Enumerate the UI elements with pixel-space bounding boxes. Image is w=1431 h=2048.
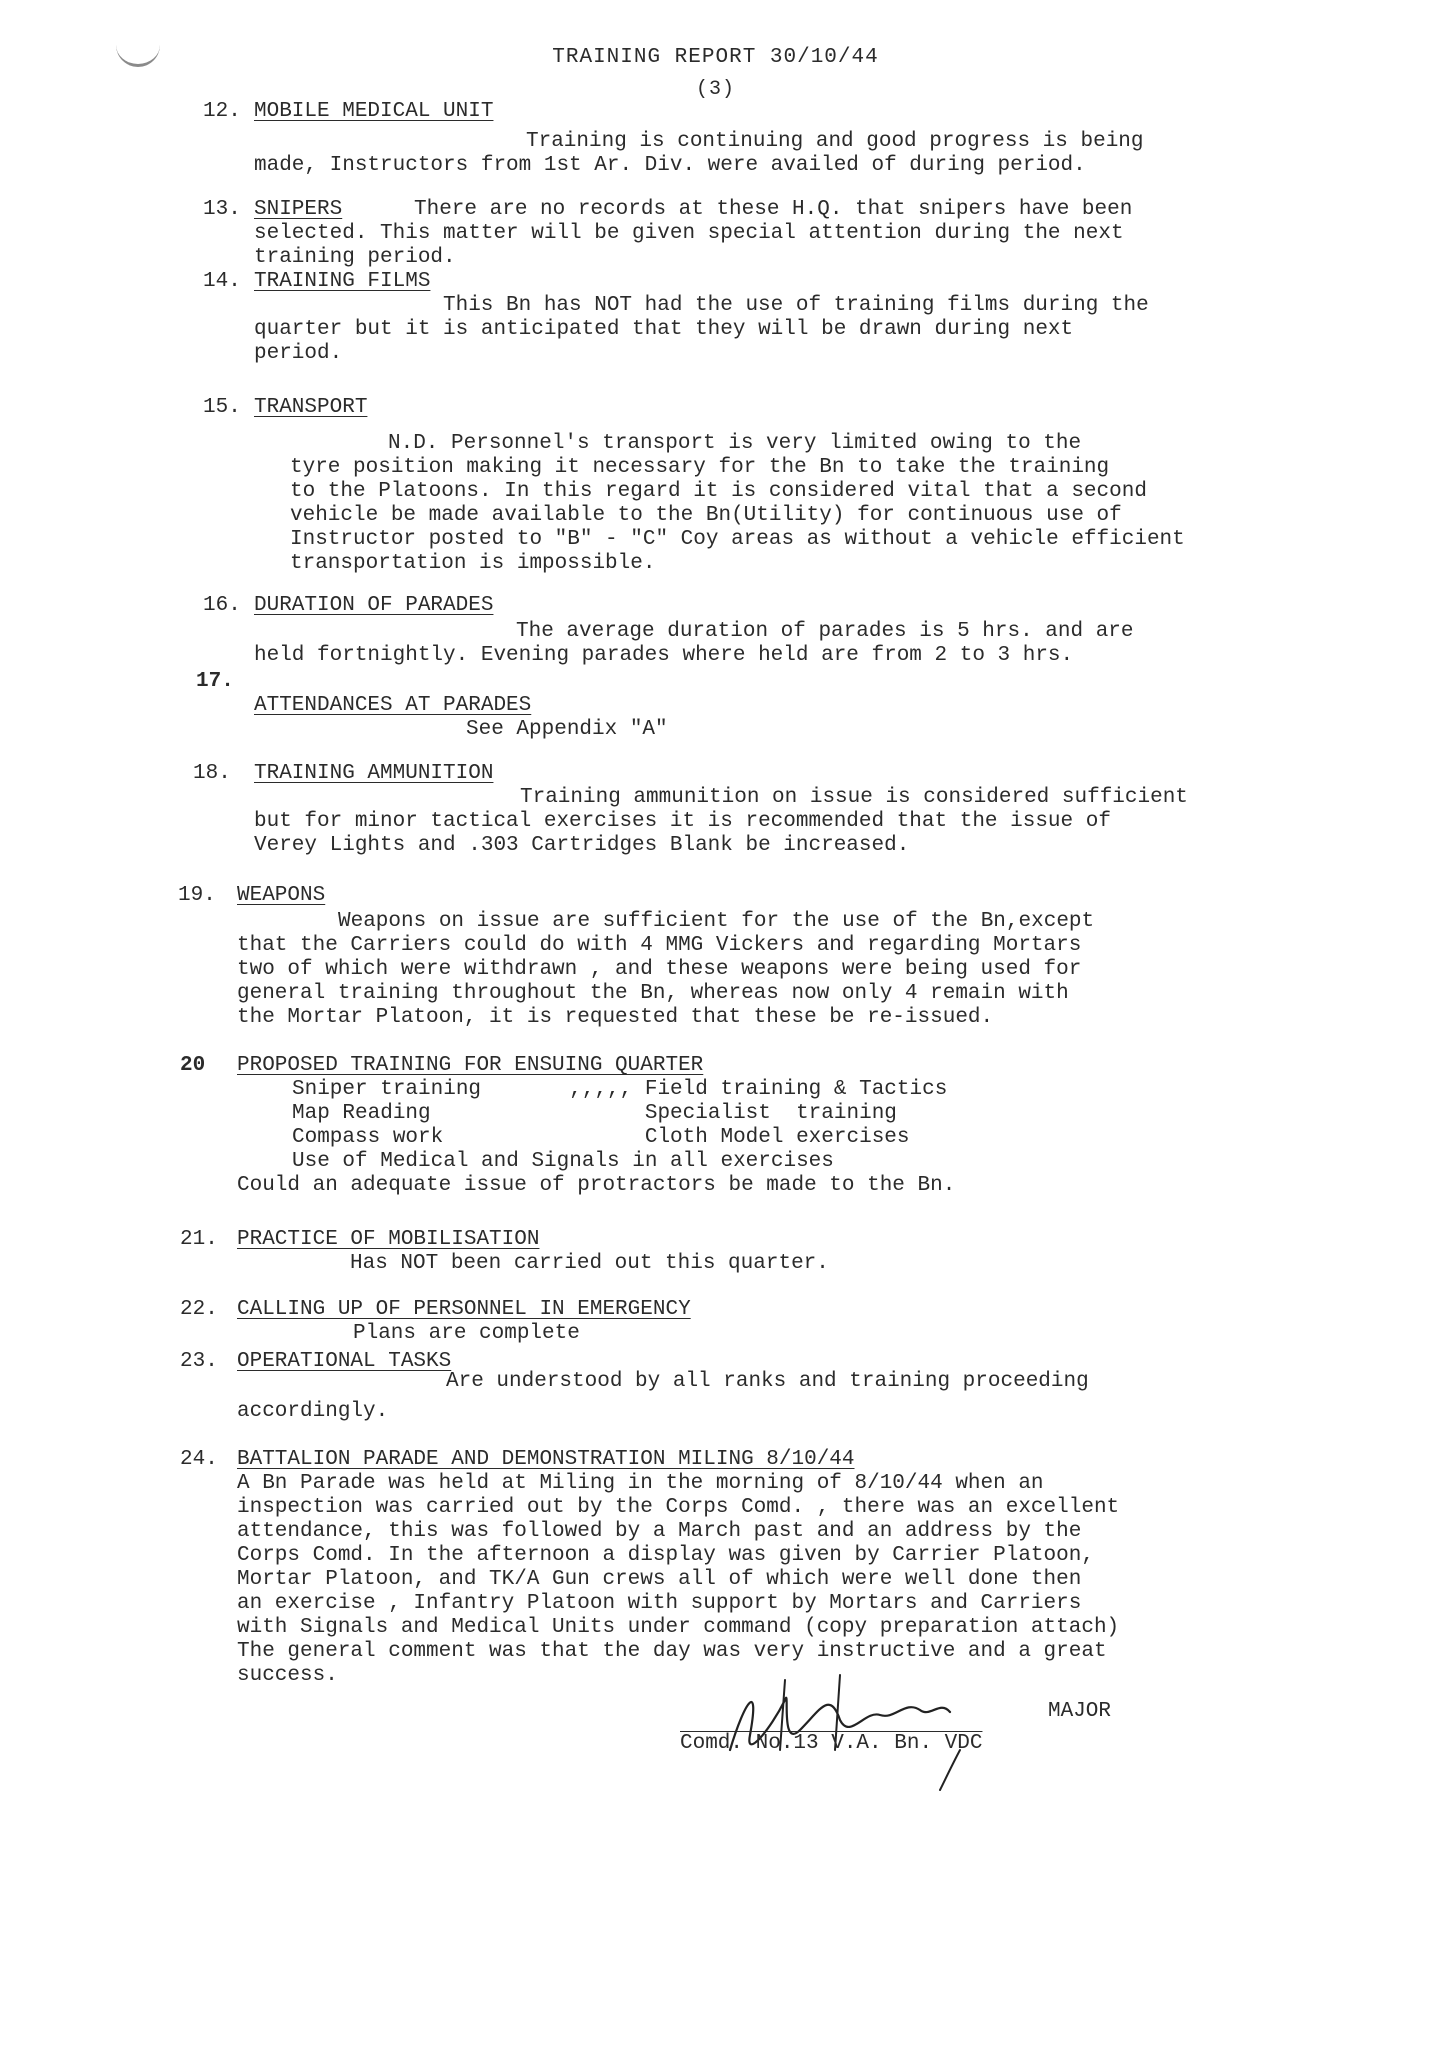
section-line: success. xyxy=(237,1664,338,1687)
section-line: Could an adequate issue of protractors be made to the Bn. xyxy=(237,1174,956,1197)
section-line: selected. This matter will be given special attention during the next xyxy=(254,222,1124,245)
handwritten-signature xyxy=(690,1640,1050,1800)
section-line: general training throughout the Bn, whereas now only 4 remain with xyxy=(237,982,1069,1005)
report-title: TRAINING REPORT 30/10/44 xyxy=(552,46,879,69)
section-heading: OPERATIONAL TASKS xyxy=(237,1350,452,1373)
section-line: with Signals and Medical Units under command (copy preparation attach) xyxy=(237,1616,1120,1639)
section-line: made, Instructors from 1st Ar. Div. were availed of during period. xyxy=(254,154,1086,177)
section-line: This Bn has NOT had the use of training films during the xyxy=(443,294,1149,317)
section-line: Training ammunition on issue is considered sufficient xyxy=(520,786,1188,809)
section-heading: TRAINING FILMS xyxy=(254,270,431,293)
section-line: quarter but it is anticipated that they will be drawn during next xyxy=(254,318,1074,341)
section-line: accordingly. xyxy=(237,1400,389,1423)
section-line: attendance, this was followed by a March past and an address by the xyxy=(237,1520,1082,1543)
section-number: 13. xyxy=(203,198,241,221)
section-line: Verey Lights and .303 Cartridges Blank be increased. xyxy=(254,834,910,857)
section-line: the Mortar Platoon, it is requested that these be re-issued. xyxy=(237,1006,994,1029)
section-line: two of which were withdrawn , and these weapons were being used for xyxy=(237,958,1082,981)
section-heading: DURATION OF PARADES xyxy=(254,594,494,617)
section-line: transportation is impossible. xyxy=(290,552,656,575)
section-line: Plans are complete xyxy=(353,1322,580,1345)
section-heading: MOBILE MEDICAL UNIT xyxy=(254,100,494,123)
section-number: 15. xyxy=(203,396,241,419)
section-line: The general comment was that the day was very instructive and a great xyxy=(237,1640,1107,1663)
section-number: 19. xyxy=(178,884,216,907)
section-number: 22. xyxy=(180,1298,218,1321)
section-heading: ATTENDANCES AT PARADES xyxy=(254,694,532,717)
section-number: 20 xyxy=(180,1054,206,1077)
section-line: See Appendix "A" xyxy=(466,718,668,741)
section-heading: CALLING UP OF PERSONNEL IN EMERGENCY xyxy=(237,1298,691,1321)
section-line: The average duration of parades is 5 hrs. and are xyxy=(516,620,1134,643)
section-line: Instructor posted to "B" - "C" Coy areas as without a vehicle efficient xyxy=(290,528,1185,551)
section-line: to the Platoons. In this regard it is considered vital that a second xyxy=(290,480,1147,503)
section-line: period. xyxy=(254,342,343,365)
section-line: There are no records at these H.Q. that snipers have been xyxy=(414,198,1133,221)
section-line: Weapons on issue are sufficient for the use of the Bn,except xyxy=(338,910,1095,933)
section-number: 16. xyxy=(203,594,241,617)
section-line: inspection was carried out by the Corps Comd. , there was an excellent xyxy=(237,1496,1120,1519)
section-line: Sniper training ,,,,, Field training & Tactics xyxy=(292,1078,948,1101)
section-heading: PRACTICE OF MOBILISATION xyxy=(237,1228,540,1251)
section-line: an exercise , Infantry Platoon with support by Mortars and Carriers xyxy=(237,1592,1082,1615)
section-line: tyre position making it necessary for the Bn to take the training xyxy=(290,456,1110,479)
section-number: 24. xyxy=(180,1448,218,1471)
section-line: Use of Medical and Signals in all exercises xyxy=(292,1150,834,1173)
section-line: Mortar Platoon, and TK/A Gun crews all of which were well done then xyxy=(237,1568,1082,1591)
section-line: A Bn Parade was held at Miling in the morning of 8/10/44 when an xyxy=(237,1472,1044,1495)
section-line: that the Carriers could do with 4 MMG Vickers and regarding Mortars xyxy=(237,934,1082,957)
section-number: 12. xyxy=(203,100,241,123)
section-number: 21. xyxy=(180,1228,218,1251)
signatory-rank: MAJOR xyxy=(1048,1700,1112,1723)
section-line: N.D. Personnel's transport is very limited owing to the xyxy=(388,432,1082,455)
section-line: Are understood by all ranks and training proceeding xyxy=(446,1370,1089,1393)
section-line: Has NOT been carried out this quarter. xyxy=(350,1252,829,1275)
section-heading: TRAINING AMMUNITION xyxy=(254,762,494,785)
section-heading: WEAPONS xyxy=(237,884,326,907)
section-line: Map Reading Specialist training xyxy=(292,1102,897,1125)
section-line: but for minor tactical exercises it is recommended that the issue of xyxy=(254,810,1111,833)
section-number: 23. xyxy=(180,1350,218,1373)
section-line: training period. xyxy=(254,246,456,269)
section-line: held fortnightly. Evening parades where held are from 2 to 3 hrs. xyxy=(254,644,1074,667)
section-heading: PROPOSED TRAINING FOR ENSUING QUARTER xyxy=(237,1054,704,1077)
section-line: vehicle be made available to the Bn(Utility) for continuous use of xyxy=(290,504,1122,527)
section-heading: SNIPERS xyxy=(254,198,343,221)
section-heading: BATTALION PARADE AND DEMONSTRATION MILING 8/10/44 xyxy=(237,1448,855,1471)
section-line: Corps Comd. In the afternoon a display was given by Carrier Platoon, xyxy=(237,1544,1094,1567)
section-number: 18. xyxy=(193,762,231,785)
page-number: (3) xyxy=(695,78,735,101)
section-number: 14. xyxy=(203,270,241,293)
section-heading: TRANSPORT xyxy=(254,396,368,419)
section-line: Compass work Cloth Model exercises xyxy=(292,1126,910,1149)
section-line: Training is continuing and good progress is being xyxy=(526,130,1144,153)
section-number: 17. xyxy=(196,670,234,693)
signatory-title: Comd. No.13 V.A. Bn. VDC xyxy=(680,1732,983,1755)
